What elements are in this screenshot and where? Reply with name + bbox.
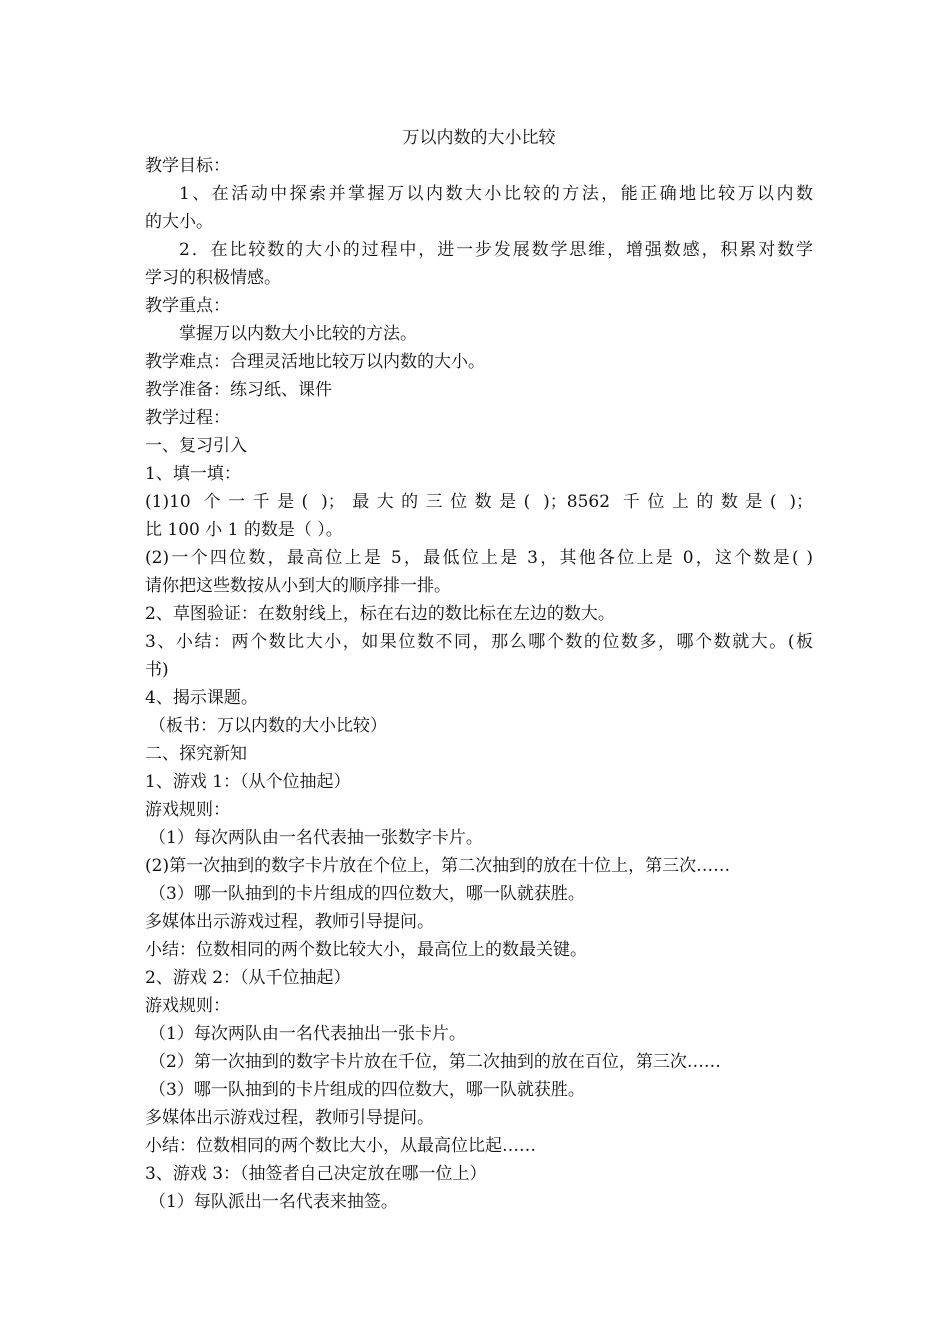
text-line: 比 100 小 1 的数是（ ）。 <box>145 520 343 540</box>
text-line: 1、游戏 1：（从个位抽起） <box>145 772 351 792</box>
text-line: 教学过程： <box>145 408 230 428</box>
text-line: （3）哪一队抽到的卡片组成的四位数大，哪一队就获胜。 <box>149 884 585 904</box>
text-line: 教学难点：合理灵活地比较万以内数的大小。 <box>145 352 485 372</box>
text-line: （2）第一次抽到的数字卡片放在千位，第二次抽到的放在百位，第三次…… <box>149 1052 721 1072</box>
text-line: 3、小结：两个数比大小，如果位数不同，那么哪个数的位数多，哪个数就大。(板 <box>145 632 813 652</box>
text-line: 教学重点： <box>145 296 230 316</box>
text-line: 教学准备：练习纸、课件 <box>145 380 332 400</box>
text-line: 2．在比较数的大小的过程中，进一步发展数学思维，增强数感，积累对数学 <box>179 240 813 260</box>
text-line: （1）每次两队由一名代表抽一张数字卡片。 <box>149 828 483 848</box>
text-line: 1、填一填： <box>145 464 241 484</box>
text-line: 游戏规则： <box>145 800 230 820</box>
text-line: (2)第一次抽到的数字卡片放在个位上，第二次抽到的放在十位上，第三次…… <box>145 856 731 876</box>
text-line: (2)一个四位数，最高位上是 5，最低位上是 3，其他各位上是 0，这个数是( ) <box>145 548 813 568</box>
text-line: 教学目标： <box>145 156 230 176</box>
text-line: 学习的积极情感。 <box>145 268 281 288</box>
text-line: 1、在活动中探索并掌握万以内数大小比较的方法，能正确地比较万以内数 <box>179 184 813 204</box>
text-line: （1）每队派出一名代表来抽签。 <box>149 1192 398 1212</box>
text-line: 书) <box>145 660 169 680</box>
text-line: 小结：位数相同的两个数比大小，从最高位比起…… <box>145 1136 536 1156</box>
text-line: 掌握万以内数大小比较的方法。 <box>179 324 417 344</box>
text-line: 一、复习引入 <box>145 436 247 456</box>
text-line: 请你把这些数按从小到大的顺序排一排。 <box>145 576 451 596</box>
text-line: （1）每次两队由一名代表抽出一张卡片。 <box>149 1024 466 1044</box>
text-line: 的大小。 <box>145 212 213 232</box>
document-lines <box>145 152 813 1216</box>
text-line: 多媒体出示游戏过程，教师引导提问。 <box>145 912 434 932</box>
text-line: 多媒体出示游戏过程，教师引导提问。 <box>145 1108 434 1128</box>
document-body <box>145 124 813 1216</box>
text-line: 2、草图验证：在数射线上，标在右边的数比标在左边的数大。 <box>145 604 615 624</box>
text-line: （板书：万以内数的大小比较） <box>149 716 387 736</box>
text-line: 小结：位数相同的两个数比较大小，最高位上的数最关键。 <box>145 940 587 960</box>
text-line: 4、揭示课题。 <box>145 688 258 708</box>
text-line: （3）哪一队抽到的卡片组成的四位数大，哪一队就获胜。 <box>149 1080 585 1100</box>
text-line: 2、游戏 2：（从千位抽起） <box>145 968 351 988</box>
text-line: 3、游戏 3：（抽签者自己决定放在哪一位上） <box>145 1164 487 1184</box>
document-title: 万以内数的大小比较 <box>402 128 556 148</box>
text-line: 游戏规则： <box>145 996 230 1016</box>
text-line: (1)10 个一千是( )；最大的三位数是( )；8562 千位上的数是( )； <box>145 492 813 512</box>
text-line: 二、探究新知 <box>145 744 247 764</box>
